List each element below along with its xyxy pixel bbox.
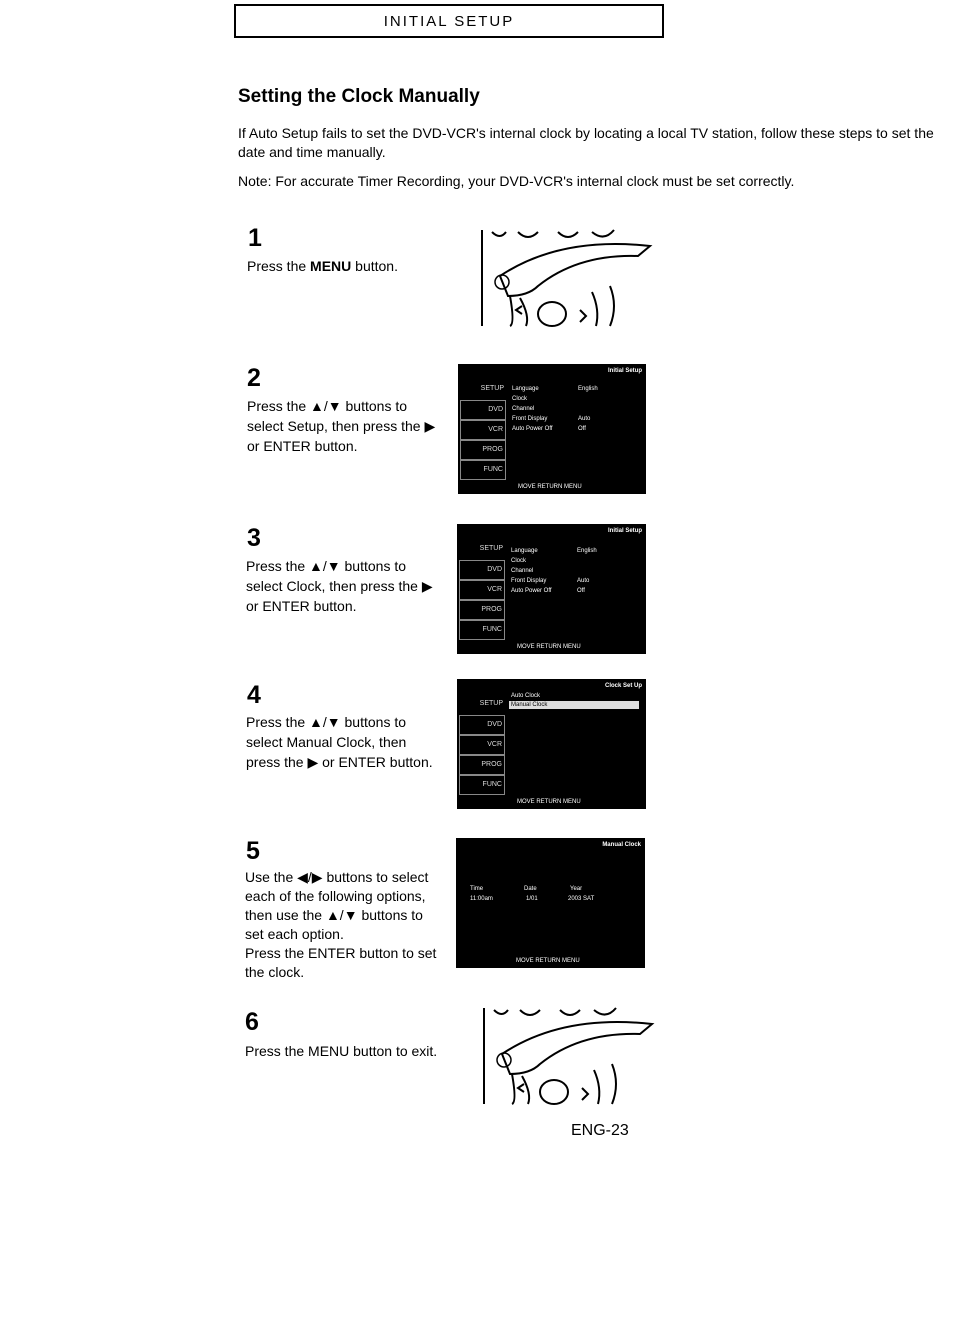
sidebar-vcr: VCR bbox=[459, 580, 505, 600]
menu-item-auto-power-off: Auto Power Off bbox=[511, 588, 552, 594]
section-header bbox=[234, 4, 664, 38]
sidebar-vcr: VCR bbox=[459, 735, 505, 755]
step-2-line-3: or ENTER button. bbox=[247, 438, 358, 454]
step-2-text bbox=[247, 396, 435, 456]
step-4-line-3: press the ▶ or ENTER button. bbox=[246, 754, 433, 770]
step-4-number: 4 bbox=[247, 681, 261, 709]
screen-footer: MOVE RETURN MENU bbox=[517, 799, 581, 805]
sidebar-vcr: VCR bbox=[460, 420, 506, 440]
tv-screen-setup-menu bbox=[458, 364, 646, 494]
step-1-number: 1 bbox=[248, 224, 262, 252]
step-5-line-6: the clock. bbox=[245, 964, 305, 980]
tv-screen-clock-select bbox=[457, 524, 646, 654]
menu-item-language: Language bbox=[511, 548, 538, 554]
screen-footer: MOVE RETURN MENU bbox=[518, 484, 582, 490]
step-4-line-2: select Manual Clock, then bbox=[246, 734, 407, 750]
value-auto-power-off: Off bbox=[577, 588, 585, 594]
step-3-line-3: or ENTER button. bbox=[246, 598, 357, 614]
value-auto-power-off: Off bbox=[578, 426, 586, 432]
sidebar-setup: SETUP bbox=[479, 700, 503, 707]
menu-item-channel: Channel bbox=[512, 406, 535, 412]
step-4-line-1: Press the ▲/▼ buttons to bbox=[246, 714, 407, 730]
menu-keyword: MENU bbox=[310, 258, 352, 274]
sidebar-dvd: DVD bbox=[459, 715, 505, 735]
value-front-display: Auto bbox=[578, 416, 591, 422]
note-paragraph: Note: For accurate Timer Recording, your DVD-VCR's internal clock must be set correctly. bbox=[238, 173, 795, 189]
menu-item-clock: Clock bbox=[511, 558, 527, 564]
sidebar-dvd: DVD bbox=[460, 400, 506, 420]
value-date: 1/01 bbox=[526, 896, 538, 902]
remote-menu-illustration-1 bbox=[480, 226, 655, 330]
screen-footer: MOVE RETURN MENU bbox=[516, 958, 580, 964]
intro-paragraph: If Auto Setup fails to set the DVD-VCR's internal clock by locating a local TV station, follow these steps to set the date and time manually. bbox=[238, 125, 934, 160]
menu-item-language: Language bbox=[512, 386, 539, 392]
screen-title: Initial Setup bbox=[607, 528, 642, 534]
tv-screen-manual-clock bbox=[456, 838, 645, 968]
step-1-text: Press the MENU button. bbox=[247, 258, 398, 274]
label-time: Time bbox=[470, 886, 484, 892]
step-5-number: 5 bbox=[246, 837, 260, 865]
step-5-text bbox=[245, 868, 436, 982]
step-5-line-5: Press the ENTER button to set bbox=[245, 945, 437, 961]
step-5-line-4: set each option. bbox=[245, 926, 344, 942]
screen-footer: MOVE RETURN MENU bbox=[517, 644, 581, 650]
label-date: Date bbox=[524, 886, 537, 892]
screen-title: Manual Clock bbox=[602, 842, 641, 848]
remote-menu-illustration-2 bbox=[480, 1004, 655, 1108]
step-2-line-1: Press the ▲/▼ buttons to bbox=[247, 398, 408, 414]
step-6-text: Press the MENU button to exit. bbox=[245, 1043, 438, 1059]
page-title: Setting the Clock Manually bbox=[238, 86, 480, 107]
menu-item-clock: Clock bbox=[512, 396, 528, 402]
page-number: ENG-23 bbox=[571, 1122, 629, 1139]
screen-title: Initial Setup bbox=[607, 368, 642, 374]
tv-screen-clock-setup bbox=[457, 679, 646, 809]
sidebar-setup: SETUP bbox=[479, 545, 503, 552]
step-5-line-3: then use the ▲/▼ buttons to bbox=[245, 907, 423, 923]
step-3-line-1: Press the ▲/▼ buttons to bbox=[246, 558, 407, 574]
value-front-display: Auto bbox=[577, 578, 590, 584]
menu-item-channel: Channel bbox=[511, 568, 534, 574]
step-3-number: 3 bbox=[247, 524, 261, 552]
step-3-line-2: select Clock, then press the ▶ bbox=[246, 578, 433, 594]
value-language: English bbox=[577, 548, 597, 554]
label-year: Year bbox=[570, 886, 583, 892]
menu-item-front-display: Front Display bbox=[512, 416, 548, 422]
menu-item-manual-clock-highlighted: Manual Clock bbox=[509, 701, 639, 709]
value-time: 11:00am bbox=[470, 896, 493, 902]
sidebar-func: FUNC bbox=[460, 460, 506, 480]
step-5-line-1: Use the ◀/▶ buttons to select bbox=[245, 869, 429, 885]
step-2-number: 2 bbox=[247, 364, 261, 392]
menu-item-auto-power-off: Auto Power Off bbox=[512, 426, 553, 432]
step-4-text bbox=[246, 712, 433, 772]
step-3-text bbox=[246, 556, 433, 616]
sidebar-prog: PROG bbox=[459, 600, 505, 620]
sidebar-setup: SETUP bbox=[480, 385, 504, 392]
menu-item-auto-clock: Auto Clock bbox=[511, 693, 541, 699]
section-header-label: INITIAL SETUP bbox=[383, 13, 515, 30]
value-language: English bbox=[578, 386, 598, 392]
sidebar-prog: PROG bbox=[460, 440, 506, 460]
screen-title: Clock Set Up bbox=[604, 683, 642, 689]
sidebar-prog: PROG bbox=[459, 755, 505, 775]
sidebar-func: FUNC bbox=[459, 775, 505, 795]
step-5-line-2: each of the following options, bbox=[245, 888, 426, 904]
step-6-number: 6 bbox=[245, 1008, 259, 1036]
menu-item-front-display: Front Display bbox=[511, 578, 547, 584]
sidebar-dvd: DVD bbox=[459, 560, 505, 580]
value-year: 2003 SAT bbox=[568, 896, 595, 902]
step-2-line-2: select Setup, then press the ▶ bbox=[247, 418, 436, 434]
sidebar-func: FUNC bbox=[459, 620, 505, 640]
